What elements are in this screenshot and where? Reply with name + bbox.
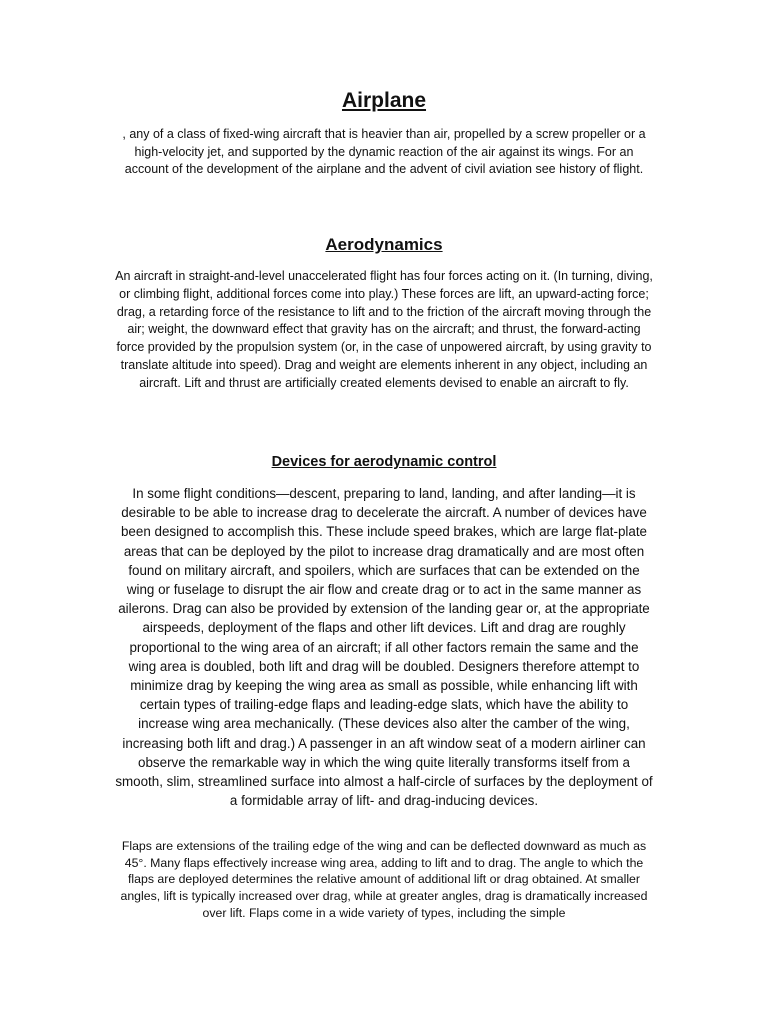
document-title: Airplane	[341, 89, 427, 112]
aerodynamics-heading: Aerodynamics	[325, 235, 443, 254]
intro-paragraph: , any of a class of fixed-wing aircraft that is heavier than air, propelled by a screw propeller or a high-velocity jet, and supported by the dynamic reaction of the air against its wings. For an account of the development of the airplane and the advent of civil aviation see history of flight.	[122, 127, 646, 177]
devices-heading: Devices for aerodynamic control	[271, 454, 497, 470]
aerodynamics-paragraph: An aircraft in straight-and-level unaccelerated flight has four forces acting on it. (In turning, diving, or climbing flight, additional forces come into play.) These forces are lift, an upward-acting force; drag, a retarding force of the resistance to lift and to the friction of the aircraft moving through the air; weight, the downward effect that gravity has on the aircraft; and thrust, the forward-acting force provided by the propulsion system (or, in the case of unpowered aircraft, by using gravity to translate altitude into speed). Drag and weight are elements inherent in any object, including an aircraft. Lift and thrust are artificially created elements devised to enable an aircraft to fly.	[115, 269, 653, 390]
devices-paragraph: In some flight conditions—descent, preparing to land, landing, and after landing—it is desirable to be able to increase drag to decelerate the aircraft. A number of devices have been designed to accomplish this. These include speed brakes, which are large flat-plate areas that can be deployed by the pilot to increase drag dramatically and are most often found on military aircraft, and spoilers, which are surfaces that can be extended on the wing or fuselage to disrupt the air flow and create drag or to act in the same manner as ailerons. Drag can also be provided by extension of the landing gear or, at the appropriate airspeeds, deployment of the flaps and other lift devices. Lift and drag are roughly proportional to the wing area of an aircraft; if all other factors remain the same and the wing area is doubled, both lift and drag will be doubled. Designers therefore attempt to minimize drag by keeping the wing area as small as possible, while enhancing lift with certain types of trailing-edge flaps and leading-edge slats, which have the ability to increase wing area mechanically. (These devices also alter the camber of the wing, increasing both lift and drag.) A passenger in an aft window seat of a modern airliner can observe the remarkable way in which the wing quite literally transforms itself from a smooth, slim, streamlined surface into almost a half-circle of surfaces by the deployment of a formidable array of lift- and drag-inducing devices.	[115, 486, 653, 809]
flaps-paragraph: Flaps are extensions of the trailing edge of the wing and can be deflected downward as much as 45°. Many flaps effectively increase wing area, adding to lift and to drag. The angle to which the flaps are deployed determines the relative amount of additional lift or drag obtained. At smaller angles, lift is typically increased over drag, while at greater angles, drag is dramatically increased over lift. Flaps come in a wide variety of types, including the simple	[120, 839, 648, 920]
